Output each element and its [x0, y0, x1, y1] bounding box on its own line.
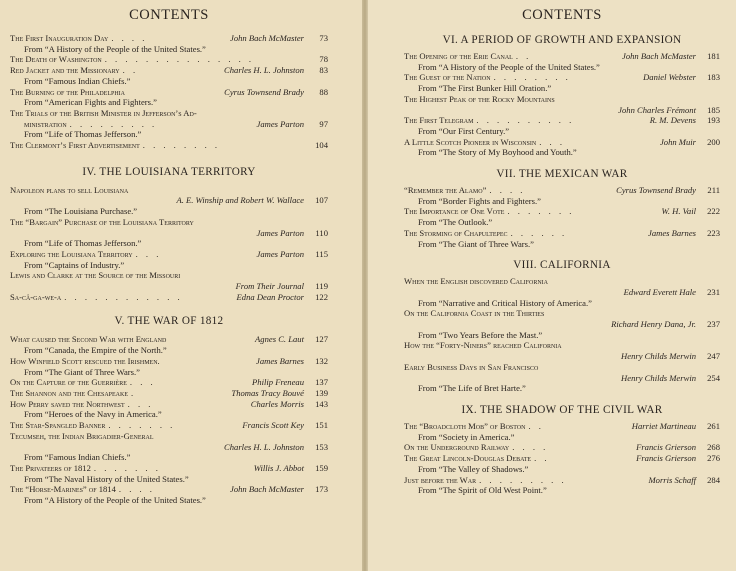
- toc-entry-author: John Charles Frémont: [618, 104, 696, 115]
- toc-entry-author-row: [10, 281, 328, 292]
- toc-entry-page: 193: [707, 115, 720, 126]
- section-heading-viii: VIII. CALIFORNIA: [513, 259, 611, 272]
- toc-entry-author: James Parton: [256, 227, 304, 238]
- toc-entry-author: Edna Dean Proctor: [236, 291, 304, 302]
- section-heading-vi: VI. A PERIOD OF GROWTH AND EXPANSION: [442, 34, 682, 46]
- section-vii-entries: [404, 185, 720, 249]
- toc-entry: [10, 185, 328, 217]
- toc-entry-source: From “The Life of Bret Harte.”: [418, 383, 526, 394]
- toc-entry-row: [404, 115, 720, 126]
- page-title: CONTENTS: [522, 7, 602, 23]
- toc-entry-title: The Great Lincoln-Douglas Debate: [404, 453, 532, 464]
- toc-entry-author: R. M. Devens: [649, 115, 696, 126]
- toc-entry-title: Tecumseh, the Indian Brigadier-General: [10, 430, 154, 441]
- toc-entry-author: Francis Scott Key: [242, 420, 304, 431]
- leader-dots: .: [131, 387, 137, 398]
- toc-entry-row: [10, 377, 328, 388]
- toc-entry-continuation-row: [10, 119, 328, 130]
- toc-entry: [404, 442, 720, 453]
- toc-entry-title-row: [10, 185, 328, 196]
- toc-entry-author: Charles Morris: [250, 398, 304, 409]
- toc-entry: [404, 308, 720, 340]
- toc-entry-author: Francis Grierson: [636, 453, 696, 464]
- toc-entry-page: 151: [315, 420, 328, 431]
- toc-entry: [10, 356, 328, 377]
- toc-entry-author: Francis Grierson: [636, 442, 696, 453]
- toc-entry-row: [10, 356, 328, 367]
- toc-entry-title-continued: ministration: [24, 118, 67, 129]
- left-page: [0, 0, 362, 571]
- toc-entry-page: 183: [707, 72, 720, 83]
- toc-entry-row: [10, 54, 328, 65]
- toc-entry: [10, 217, 328, 249]
- toc-entry-title: On the Underground Railway: [404, 442, 510, 453]
- toc-entry-row: [10, 388, 328, 399]
- toc-entry-page: 200: [707, 136, 720, 147]
- toc-entry-row: [10, 484, 328, 495]
- toc-entry-title: Just before the War: [404, 474, 477, 485]
- toc-entry-source: From “The Naval History of the United States.”: [24, 473, 189, 484]
- toc-entry-title: The Opening of the Erie Canal: [404, 51, 513, 61]
- section-v-entries: [10, 334, 328, 505]
- toc-entry-row: [404, 453, 720, 464]
- toc-entry: [10, 388, 328, 399]
- toc-entry-page: 268: [707, 442, 720, 453]
- section-heading-ix: IX. THE SHADOW OF THE CIVIL WAR: [461, 403, 663, 416]
- toc-entry: [404, 228, 720, 249]
- toc-entry: [10, 65, 328, 86]
- leader-dots: . . . .: [512, 442, 549, 453]
- toc-entry-title-row: [404, 276, 720, 287]
- toc-entry-page: 173: [315, 484, 328, 495]
- toc-entry-page: 237: [707, 319, 720, 330]
- toc-entry-page: 119: [315, 281, 328, 292]
- section-vi-entries: [404, 51, 720, 158]
- toc-entry-source: From “Famous Indian Chiefs.”: [24, 75, 131, 86]
- toc-entry: [10, 249, 328, 270]
- toc-entry-author: John Muir: [659, 136, 696, 147]
- toc-entry: [10, 399, 328, 420]
- toc-entry: [10, 484, 328, 505]
- toc-entry-source: From “A History of the People of the United States.”: [418, 61, 600, 72]
- toc-entry-title: The Shannon and the Chesapeake: [10, 387, 129, 398]
- leader-dots: . .: [122, 65, 139, 76]
- section-heading-vii: VII. THE MEXICAN WAR: [496, 168, 628, 181]
- leader-dots: . . .: [135, 248, 162, 259]
- toc-entry: [404, 421, 720, 442]
- page-title: CONTENTS: [129, 7, 209, 23]
- section-iv-entries: [10, 185, 328, 303]
- toc-entry: [404, 94, 720, 115]
- toc-entry: [10, 431, 328, 463]
- toc-entry-page: 254: [707, 372, 720, 383]
- toc-entry-page: 247: [707, 351, 720, 362]
- toc-entry: [404, 475, 720, 496]
- toc-entry-title: How the “Forty-Niners” reached California: [404, 340, 562, 351]
- leader-dots: . .: [515, 51, 532, 61]
- toc-entry: [10, 270, 328, 291]
- toc-entry-source: From “Canada, the Empire of the North.”: [24, 345, 167, 356]
- toc-entry-title: The Burning of the Philadelphia: [10, 86, 126, 97]
- toc-entry-source: From “A History of the People of the United States.”: [24, 43, 206, 54]
- toc-entry-title: The Star-Spangled Banner: [10, 420, 106, 431]
- toc-entry-author: Morris Schaff: [648, 474, 696, 485]
- toc-entry-author: Charles H. L. Johnston: [224, 65, 304, 76]
- leader-dots: . . . . . . . . .: [479, 474, 567, 485]
- toc-entry-source: From “The Outlook.”: [418, 217, 493, 228]
- toc-entry-page: 88: [319, 86, 328, 97]
- toc-entry: [10, 463, 328, 484]
- leader-dots: . . . . . . . . .: [69, 118, 158, 129]
- toc-entry-page: 97: [319, 118, 328, 129]
- toc-entry-title: The First Inauguration Day: [10, 33, 109, 43]
- toc-entry-title: The Privateers of 1812: [10, 462, 91, 473]
- leader-dots: . . . .: [118, 484, 155, 495]
- toc-entry-page: 83: [319, 65, 328, 76]
- toc-entry-page: 137: [315, 377, 328, 388]
- toc-entry: [404, 206, 720, 227]
- toc-entry-author-row: [10, 442, 328, 453]
- leader-dots: . . . .: [489, 185, 526, 196]
- section-ix-entries: [404, 421, 720, 496]
- toc-entry-row: [404, 51, 720, 62]
- section-heading-iv: IV. THE LOUISIANA TERRITORY: [82, 165, 256, 178]
- toc-entry-source: From “Our First Century.”: [418, 125, 510, 136]
- toc-entry: [10, 33, 328, 54]
- toc-entry-row: [404, 442, 720, 453]
- leader-dots: . . . . . . .: [93, 462, 161, 473]
- toc-entry-title: The “Broadcloth Mob” of Boston: [404, 420, 526, 431]
- toc-entry: [404, 115, 720, 136]
- toc-entry-author: Thomas Tracy Bouvé: [231, 387, 304, 398]
- leader-dots: . . .: [129, 377, 156, 388]
- toc-entry-page: 127: [315, 334, 328, 345]
- toc-entry-page: 261: [707, 420, 720, 431]
- toc-entry-row: [404, 421, 720, 432]
- toc-entry-row: [10, 463, 328, 474]
- toc-entry-title: On the California Coast in the Thirties: [404, 308, 545, 319]
- leader-dots: . . . . . . . . . . . . . . .: [104, 54, 255, 65]
- toc-entry: [10, 87, 328, 108]
- toc-entry-page: 73: [319, 33, 328, 43]
- toc-entry-source: From “Society in America.”: [418, 431, 515, 442]
- toc-entry-source: From “The Giant of Three Wars.”: [418, 238, 534, 249]
- toc-entry-title: The “Bargain” Purchase of the Louisiana Territory: [10, 216, 194, 227]
- toc-entry-title: The Death of Washington: [10, 54, 102, 65]
- leader-dots: . . . .: [111, 33, 148, 43]
- toc-entry-title: The First Telegram: [404, 115, 474, 126]
- toc-entry-title-row: [404, 308, 720, 319]
- toc-entry: [404, 340, 720, 361]
- section-viii-entries: [404, 276, 720, 394]
- toc-entry-page: 231: [707, 286, 720, 297]
- toc-entry-title: How Winfield Scott rescued the Irishmen.: [10, 355, 160, 366]
- toc-entry-source: From “Life of Thomas Jefferson.”: [24, 129, 142, 140]
- toc-entry-row: [10, 87, 328, 98]
- toc-entry-row: [10, 334, 328, 345]
- toc-entry-title: When the English discovered California: [404, 276, 549, 287]
- toc-entry-author: Charles H. L. Johnston: [224, 441, 304, 452]
- toc-entry: [10, 54, 328, 65]
- toc-entry-page: 107: [315, 195, 328, 206]
- toc-entry: [10, 377, 328, 388]
- toc-entry-title: How Perry saved the Northwest: [10, 398, 125, 409]
- toc-entry-page: 223: [707, 227, 720, 238]
- toc-entry-source: From “The First Bunker Hill Oration.”: [418, 83, 552, 94]
- toc-entry: [404, 185, 720, 206]
- toc-entry-author: Edward Everett Hale: [623, 286, 696, 297]
- toc-entry-page: 104: [315, 140, 328, 151]
- toc-entry-row: [10, 140, 328, 151]
- toc-entry-author: Henry Childs Merwin: [621, 351, 696, 362]
- toc-entry-title: Exploring the Louisiana Territory: [10, 248, 133, 259]
- toc-entry-title: What caused the Second War with England: [10, 334, 167, 345]
- toc-entry-page: 78: [319, 54, 328, 65]
- toc-entry-author: John Bach McMaster: [622, 51, 696, 61]
- toc-entry-author: Henry Childs Merwin: [621, 372, 696, 383]
- toc-entry-title: On the Capture of the Guerrière: [10, 377, 127, 388]
- toc-entry-page: 276: [707, 453, 720, 464]
- toc-entry: [404, 276, 720, 308]
- toc-entry-row: [404, 72, 720, 83]
- toc-entry-source: From “Border Fights and Fighters.”: [418, 195, 541, 206]
- leader-dots: . .: [534, 453, 550, 464]
- toc-entry-author-row: [10, 228, 328, 239]
- toc-entry-title-row: [404, 340, 720, 351]
- leader-dots: . . .: [127, 398, 154, 409]
- toc-entry-row: [404, 137, 720, 148]
- toc-entry-author: James Parton: [256, 248, 304, 259]
- right-page: [368, 0, 736, 571]
- toc-entry-title: A Little Scotch Pioneer in Wisconsin: [404, 136, 537, 147]
- toc-entry-author: From Their Journal: [235, 281, 304, 292]
- toc-entry: [404, 362, 720, 394]
- toc-entry-author-row: [404, 319, 720, 330]
- toc-entry-author-row: [10, 195, 328, 206]
- toc-entry-page: 122: [315, 291, 328, 302]
- toc-entry-title-row: [10, 270, 328, 281]
- toc-entry-source: From “The Louisiana Purchase.”: [24, 206, 138, 217]
- toc-entry-author: James Barnes: [648, 227, 696, 238]
- toc-entry-title: Red Jacket and the Missionary: [10, 65, 120, 76]
- toc-entry-page: 159: [315, 462, 328, 473]
- toc-entry-page: 222: [707, 206, 720, 217]
- toc-entry-author: John Bach McMaster: [230, 484, 304, 495]
- toc-entry: [10, 108, 328, 140]
- toc-entry-source: From “Heroes of the Navy in America.”: [24, 409, 162, 420]
- toc-entry-author-row: [404, 287, 720, 298]
- toc-entry-title: “Remember the Alamo”: [404, 185, 487, 196]
- toc-entry-author: Cyrus Townsend Brady: [616, 185, 696, 196]
- toc-entry-row: [10, 65, 328, 76]
- toc-entry-author: Harriet Martineau: [631, 420, 696, 431]
- toc-entry-author: Richard Henry Dana, Jr.: [611, 319, 696, 330]
- toc-entry-author-row: [404, 373, 720, 384]
- toc-entry-source: From “Captains of Industry.”: [24, 259, 125, 270]
- toc-entry-row: [10, 399, 328, 410]
- toc-entry-row: [10, 292, 328, 303]
- leader-dots: . .: [528, 420, 544, 431]
- toc-entry-source: From “The Story of My Boyhood and Youth.”: [418, 147, 577, 158]
- toc-entry-row: [404, 206, 720, 217]
- toc-entry-page: 185: [707, 104, 720, 115]
- toc-entry-page: 284: [707, 474, 720, 485]
- toc-entry-title: The Trials of the British Minister in Jefferson’s Ad-: [10, 107, 197, 118]
- toc-entry-row: [404, 228, 720, 239]
- toc-entry-author: Willis J. Abbot: [253, 462, 304, 473]
- leader-dots: . . . . . . .: [507, 206, 575, 217]
- leader-dots: . . . . . . . .: [142, 140, 221, 151]
- toc-entry-title: The Highest Peak of the Rocky Mountains: [404, 93, 555, 104]
- toc-entry-author: Daniel Webster: [643, 72, 696, 83]
- toc-entry-title: Napoleon plans to sell Louisiana: [10, 184, 129, 195]
- toc-entry: [10, 292, 328, 303]
- toc-entry-title: The Clermont’s First Advertisement: [10, 140, 140, 151]
- section-heading-v: V. THE WAR OF 1812: [114, 315, 224, 328]
- toc-entry-row: [10, 33, 328, 44]
- toc-entry-author-row: [404, 105, 720, 116]
- toc-entry-source: From “Narrative and Critical History of America.”: [418, 297, 592, 308]
- toc-entry-title-row: [404, 362, 720, 373]
- toc-entry-source: From “The Spirit of Old West Point.”: [418, 485, 547, 496]
- toc-entry-source: From “Famous Indian Chiefs.”: [24, 452, 131, 463]
- toc-entry: [10, 334, 328, 355]
- toc-entry: [10, 140, 328, 151]
- toc-entry-title: The “Horse-Marines” of 1814: [10, 484, 116, 495]
- toc-entry-page: 115: [315, 248, 328, 259]
- toc-entry-author: James Parton: [256, 118, 304, 129]
- toc-entry-title: Early Business Days in San Francisco: [404, 361, 539, 372]
- toc-entry-row: [404, 185, 720, 196]
- leader-dots: . . . . . . . . . .: [476, 115, 575, 126]
- leader-dots: . . . . . .: [510, 227, 568, 238]
- leader-dots: . . . . . . .: [108, 420, 176, 431]
- toc-entry-title-row: [10, 431, 328, 442]
- toc-entry-row: [10, 420, 328, 431]
- toc-entry: [404, 51, 720, 72]
- toc-entry-author: Cyrus Townsend Brady: [224, 86, 304, 97]
- toc-entry-page: 132: [315, 355, 328, 366]
- toc-entry-title-row: [10, 108, 328, 119]
- toc-entry-author: W. H. Vail: [661, 206, 696, 217]
- toc-entry-page: 139: [315, 387, 328, 398]
- toc-entry-title: The Importance of One Vote: [404, 206, 505, 217]
- toc-entry-title: Sa-câ-ga-we-a: [10, 291, 62, 302]
- toc-entry-author: A. E. Winship and Robert W. Wallace: [176, 195, 304, 206]
- toc-entry-page: 211: [707, 185, 720, 196]
- toc-entry-page: 153: [315, 441, 328, 452]
- toc-entry-page: 110: [315, 227, 328, 238]
- toc-entry: [10, 420, 328, 431]
- left-top-entries: [10, 33, 328, 151]
- toc-entry-source: From “A History of the People of the United States.”: [24, 495, 206, 506]
- leader-dots: . . . . . . . .: [493, 72, 571, 83]
- toc-entry-page: 143: [315, 398, 328, 409]
- toc-entry-author: James Barnes: [256, 355, 304, 366]
- toc-entry-author: John Bach McMaster: [230, 33, 304, 43]
- leader-dots: . . .: [539, 136, 565, 147]
- toc-entry-source: From “The Valley of Shadows.”: [418, 463, 529, 474]
- leader-dots: . . . . . . . . . . . .: [64, 291, 183, 302]
- toc-entry-author: Philip Freneau: [252, 377, 304, 388]
- toc-entry-title-row: [404, 94, 720, 105]
- toc-entry-row: [10, 249, 328, 260]
- toc-entry-title: Lewis and Clarke at the Source of the Missouri: [10, 270, 181, 281]
- toc-entry-source: From “Two Years Before the Mast.”: [418, 329, 543, 340]
- toc-entry-title: The Guest of the Nation: [404, 72, 491, 83]
- toc-entry-author: Agnes C. Laut: [255, 334, 304, 345]
- toc-entry-page: 181: [707, 51, 720, 61]
- toc-entry-row: [404, 475, 720, 486]
- toc-entry-title-row: [10, 217, 328, 228]
- toc-entry-author-row: [404, 351, 720, 362]
- toc-entry: [404, 453, 720, 474]
- toc-entry-source: From “The Giant of Three Wars.”: [24, 366, 140, 377]
- toc-entry-source: From “American Fights and Fighters.”: [24, 97, 157, 108]
- toc-entry-source: From “Life of Thomas Jefferson.”: [24, 238, 142, 249]
- toc-entry-title: The Storming of Chapultepec: [404, 227, 508, 238]
- toc-entry: [404, 72, 720, 93]
- toc-entry: [404, 137, 720, 158]
